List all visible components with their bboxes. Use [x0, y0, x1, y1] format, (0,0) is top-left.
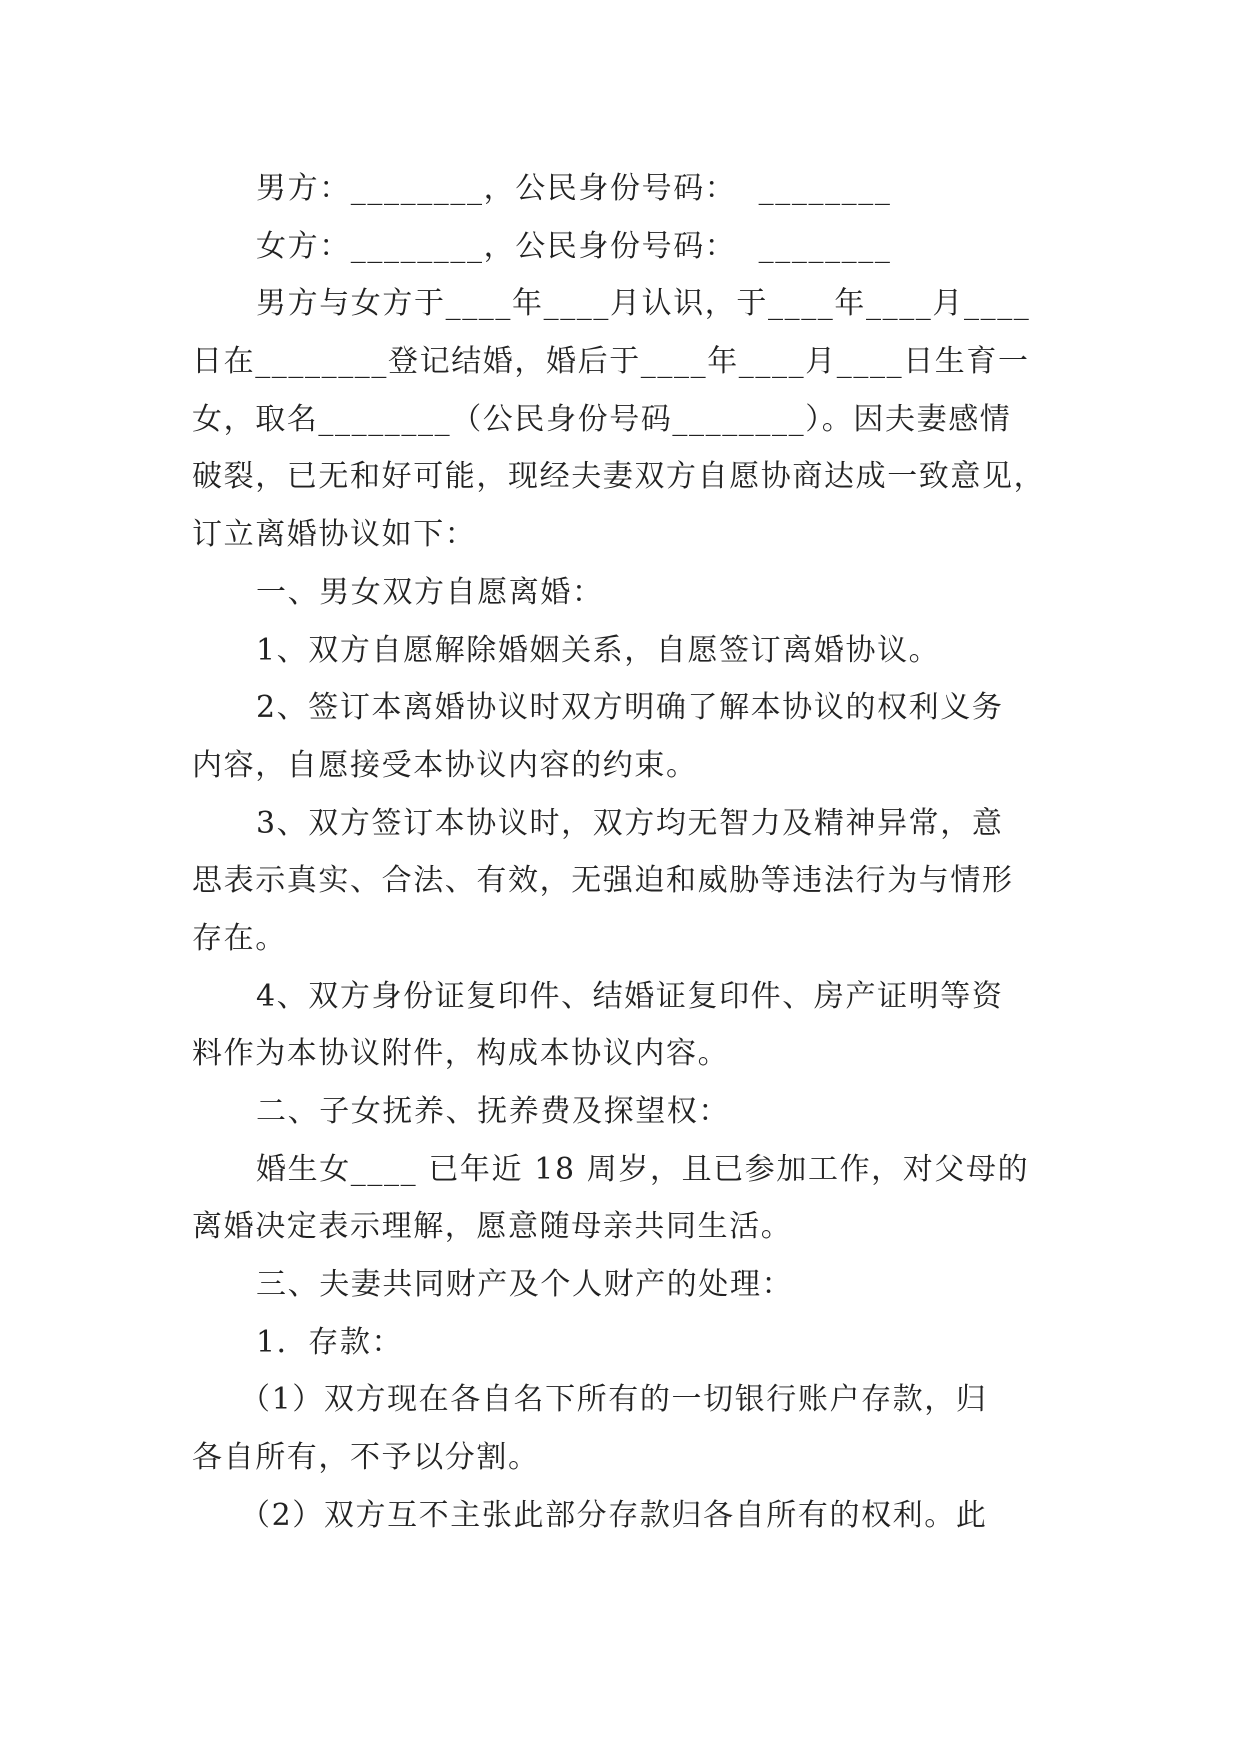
document-body: [192, 160, 1050, 1545]
doc-line: （2）双方互不主张此部分存款归各自所有的权利。此: [240, 1497, 988, 1533]
doc-line: 女方：________，公民身份号码： ________: [256, 228, 892, 264]
doc-line: 料作为本协议附件，构成本协议内容。: [192, 1036, 730, 1072]
doc-line: 内容，自愿接受本协议内容的约束。: [192, 747, 698, 783]
doc-line: 1、双方自愿解除婚姻关系，自愿签订离婚协议。: [256, 632, 941, 668]
doc-line: 男方与女方于____年____月认识，于____年____月____: [256, 286, 1031, 322]
doc-line: 三、夫妻共同财产及个人财产的处理：: [256, 1267, 794, 1303]
doc-line: 1．存款：: [256, 1324, 404, 1360]
doc-line: 二、子女抚养、抚养费及探望权：: [256, 1094, 730, 1129]
doc-line: 各自所有，不予以分割。: [192, 1440, 540, 1476]
doc-line: （1）双方现在各自名下所有的一切银行账户存款，归: [240, 1382, 988, 1418]
doc-line: 婚生女____ 已年近 18 周岁，且已参加工作，对父母的: [256, 1151, 1030, 1187]
doc-line: 4、双方身份证复印件、结婚证复印件、房产证明等资: [256, 978, 1004, 1014]
doc-line: 订立离婚协议如下：: [192, 517, 477, 553]
doc-line: 破裂，已无和好可能，现经夫妻双方自愿协商达成一致意见，: [192, 459, 1046, 495]
doc-line: 男方：________，公民身份号码： ________: [256, 171, 892, 206]
doc-line: 一、男女双方自愿离婚：: [256, 574, 604, 610]
doc-line: 女，取名________（公民身份号码________）。因夫妻感情: [192, 401, 1012, 437]
doc-line: 思表示真实、合法、有效，无强迫和威胁等违法行为与情形: [192, 863, 1014, 899]
doc-line: 3、双方签订本协议时，双方均无智力及精神异常，意: [256, 805, 1004, 841]
doc-line: 2、签订本离婚协议时双方明确了解本协议的权利义务: [256, 690, 1004, 726]
doc-line: 离婚决定表示理解，愿意随母亲共同生活。: [192, 1209, 793, 1245]
doc-line: 存在。: [192, 920, 287, 956]
doc-line: 日在________登记结婚，婚后于____年____月____日生育一: [192, 344, 1030, 380]
